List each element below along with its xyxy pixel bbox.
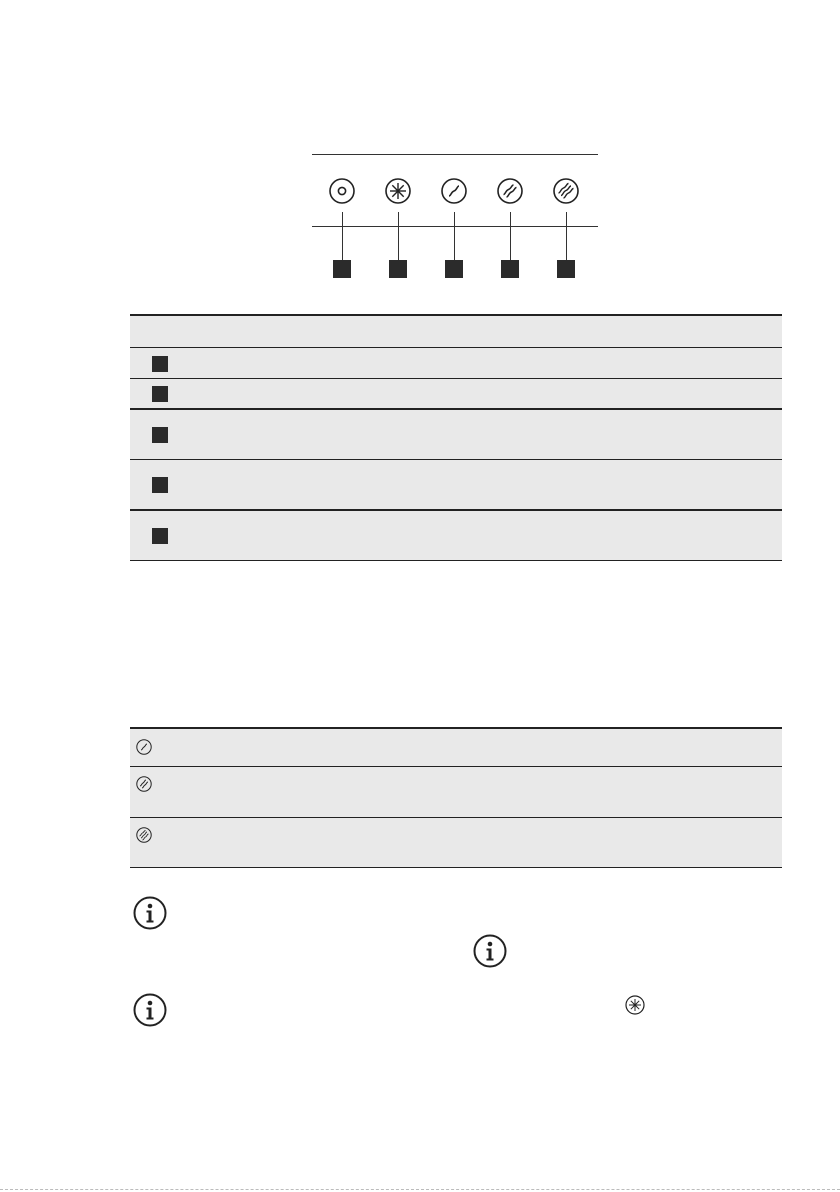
info-icon [133, 993, 167, 1027]
heat-level-table [130, 727, 782, 869]
heat-level-1-icon[interactable] [441, 178, 467, 204]
table-row [130, 767, 782, 817]
table-bottom-rule [130, 867, 782, 868]
marker-3 [445, 260, 463, 278]
table-row [130, 511, 782, 560]
marker-5 [557, 260, 575, 278]
table-header-row [130, 316, 782, 347]
row-marker-4 [152, 477, 168, 493]
control-panel-diagram [312, 154, 598, 284]
ring-target-icon[interactable] [329, 178, 355, 204]
table-row [130, 460, 782, 509]
leader-line [342, 212, 343, 260]
info-icon [133, 896, 167, 930]
heat-level-2-icon [136, 776, 152, 792]
leader-line [454, 212, 455, 260]
table-row [130, 379, 782, 409]
table-bottom-rule [130, 560, 782, 561]
panel-bottom-edge [312, 226, 598, 227]
row-marker-1 [152, 356, 168, 372]
row-marker-2 [152, 386, 168, 402]
table-row [130, 818, 782, 867]
table-row [130, 410, 782, 459]
heat-level-3-icon[interactable] [553, 178, 579, 204]
leader-line [566, 212, 567, 260]
heat-level-1-icon [136, 739, 152, 755]
table-row [130, 348, 782, 379]
snowflake-defrost-icon[interactable] [385, 178, 411, 204]
page-bottom-edge [0, 1189, 840, 1190]
marker-2 [389, 260, 407, 278]
snowflake-defrost-icon [625, 995, 645, 1015]
heat-level-3-icon [136, 827, 152, 843]
row-marker-5 [152, 528, 168, 544]
leader-line [510, 212, 511, 260]
table-row [130, 729, 782, 766]
marker-4 [501, 260, 519, 278]
leader-line [398, 212, 399, 260]
function-table [130, 314, 782, 564]
info-icon [473, 934, 507, 968]
marker-1 [333, 260, 351, 278]
heat-level-2-icon[interactable] [497, 178, 523, 204]
row-marker-3 [152, 427, 168, 443]
panel-top-edge [312, 154, 598, 155]
